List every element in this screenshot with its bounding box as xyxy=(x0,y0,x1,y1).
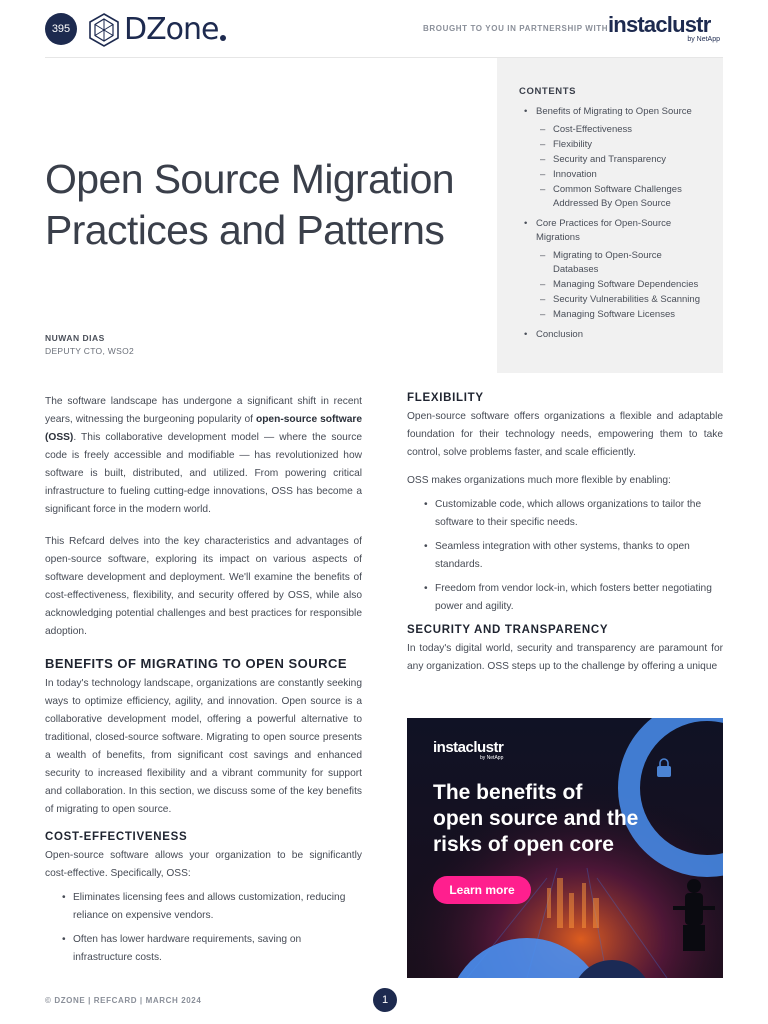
list-item: • Seamless integration with other systems, thanks to open standards. xyxy=(407,538,723,574)
toc-item-label[interactable]: Conclusion xyxy=(536,328,583,340)
list-item: • Often has lower hardware requirements, saving on infrastructure costs. xyxy=(45,931,362,967)
ad-headline-line-2: open source and the xyxy=(433,807,639,830)
toc-item[interactable] xyxy=(519,328,709,343)
intro-text-a: The software landscape has undergone a significant shift in recent years, witnessing the burgeoning popularity of xyxy=(45,396,362,425)
benefits-paragraph: In today's technology landscape, organizations are constantly seeking ways to optimize efficiency, agility, and innovation. Open source is a collaborative development model, offering a powerful alternative to traditional, closed-source software. Migrating to open source presents a wealth of benefits, from significant cost savings and enhanced security to increased flexibility and a vibrant community for support and collaboration. In this section, we discuss some of the key benefits of migrating to open source. xyxy=(45,678,362,815)
ad-logo-wordmark: instaclustr xyxy=(433,739,504,756)
subsection-heading-cost: COST-EFFECTIVENESS xyxy=(45,831,188,843)
ad-headline-line-1: The benefits of xyxy=(433,781,583,804)
intro-paragraph-1 xyxy=(45,393,362,519)
toc-subitem[interactable]: – Common Software Challenges Addressed By Open Source xyxy=(536,183,709,212)
flexibility-paragraph-2: OSS makes organizations much more flexible by enabling: xyxy=(407,475,671,486)
page-header xyxy=(0,0,768,58)
toc-subitem[interactable]: – Security Vulnerabilities & Scanning xyxy=(536,293,709,308)
advertisement-banner[interactable] xyxy=(407,718,723,978)
issue-number-badge: 395 xyxy=(45,13,77,45)
security-paragraph: In today's digital world, security and transparency are paramount for any organization. OSS steps up to the challenge by offering a unique xyxy=(407,643,723,672)
dzone-logo[interactable] xyxy=(88,12,226,47)
subsection-heading-security: SECURITY AND TRANSPARENCY xyxy=(407,624,609,636)
dzone-wordmark: DZone xyxy=(124,12,219,47)
right-column xyxy=(407,390,723,676)
list-item: • Eliminates licensing fees and allows customization, reducing reliance on expensive vendors. xyxy=(45,889,362,925)
flexibility-bullet-list xyxy=(407,496,723,616)
toc-subitem[interactable]: – Migrating to Open-Source Databases xyxy=(536,249,709,278)
toc-subitem[interactable]: – Cost-Effectiveness xyxy=(536,123,709,138)
subsection-heading-flexibility: FLEXIBILITY xyxy=(407,392,484,404)
toc-subitem[interactable]: – Flexibility xyxy=(536,138,709,153)
footer-copyright: © DZONE | REFCARD | MARCH 2024 xyxy=(45,996,202,1005)
flexibility-paragraph-1: Open-source software offers organizations a flexible and adaptable foundation for their technology needs, empowering them to take control, solve problems faster, and scale efficiently. xyxy=(407,411,723,458)
table-of-contents xyxy=(497,58,723,373)
intro-paragraph-2: This Refcard delves into the key characteristics and advantages of open-source software, exploring its impact on various aspects of software development and deployment. We'll examine the benefits of cost-effectiveness, flexibility, and security offered by OSS, while also acknowledging potential challenges and best practices for responsible adoption. xyxy=(45,536,362,637)
toc-item[interactable] xyxy=(519,105,709,212)
cost-paragraph: Open-source software allows your organization to be significantly cost-effective. Specifically, OSS: xyxy=(45,850,362,879)
title-line-2: Practices and Patterns xyxy=(45,207,445,253)
left-column xyxy=(45,393,362,973)
ad-headline xyxy=(433,780,693,858)
ad-instaclustr-logo xyxy=(433,740,503,761)
toc-subitem[interactable]: – Innovation xyxy=(536,168,709,183)
instaclustr-logo[interactable] xyxy=(608,14,724,43)
partner-tagline: BROUGHT TO YOU IN PARTNERSHIP WITH xyxy=(423,24,609,33)
learn-more-button[interactable]: Learn more xyxy=(433,876,531,904)
author-name: NUWAN DIAS xyxy=(45,333,105,343)
author-role: DEPUTY CTO, WSO2 xyxy=(45,346,135,356)
toc-subitem[interactable]: – Managing Software Dependencies xyxy=(536,278,709,293)
title-line-1: Open Source Migration xyxy=(45,156,455,202)
toc-item-label[interactable]: Benefits of Migrating to Open Source xyxy=(536,106,692,117)
toc-sublist xyxy=(536,123,709,212)
toc-subitem[interactable]: – Managing Software Licenses xyxy=(536,308,709,323)
toc-item-label[interactable]: Core Practices for Open-Source Migrations xyxy=(536,217,672,243)
ad-headline-line-3: risks of open core xyxy=(433,833,614,856)
toc-subitem[interactable]: – Security and Transparency xyxy=(536,153,709,168)
section-heading-benefits: BENEFITS OF MIGRATING TO OPEN SOURCE xyxy=(45,656,348,671)
dzone-logo-dot xyxy=(220,35,226,41)
page-title xyxy=(45,154,485,256)
ad-logo-subtext: by NetApp xyxy=(480,755,504,761)
toc-list xyxy=(519,105,709,342)
toc-sublist xyxy=(536,249,709,323)
dzone-hexagon-icon xyxy=(88,13,120,47)
intro-text-b: . This collaborative development model — where the source code is freely accessible and modifiable — has revolutionized how software is built, distributed, and utilized. From powering critical infrastructure to fueling cutting-edge innovations, OSS has become a significant force in the modern world. xyxy=(45,432,362,515)
page-number-badge: 1 xyxy=(373,988,397,1012)
toc-heading: CONTENTS xyxy=(519,86,577,97)
list-item: • Customizable code, which allows organizations to tailor the software to their specific needs. xyxy=(407,496,723,532)
instaclustr-subtext: by NetApp xyxy=(687,36,720,43)
toc-item[interactable] xyxy=(519,217,709,323)
intro-oss-term: open-source software (OSS) xyxy=(45,414,362,443)
cost-bullet-list xyxy=(45,889,362,967)
instaclustr-wordmark: instaclustr xyxy=(608,12,711,37)
list-item: • Freedom from vendor lock-in, which fosters better negotiating power and agility. xyxy=(407,580,723,616)
